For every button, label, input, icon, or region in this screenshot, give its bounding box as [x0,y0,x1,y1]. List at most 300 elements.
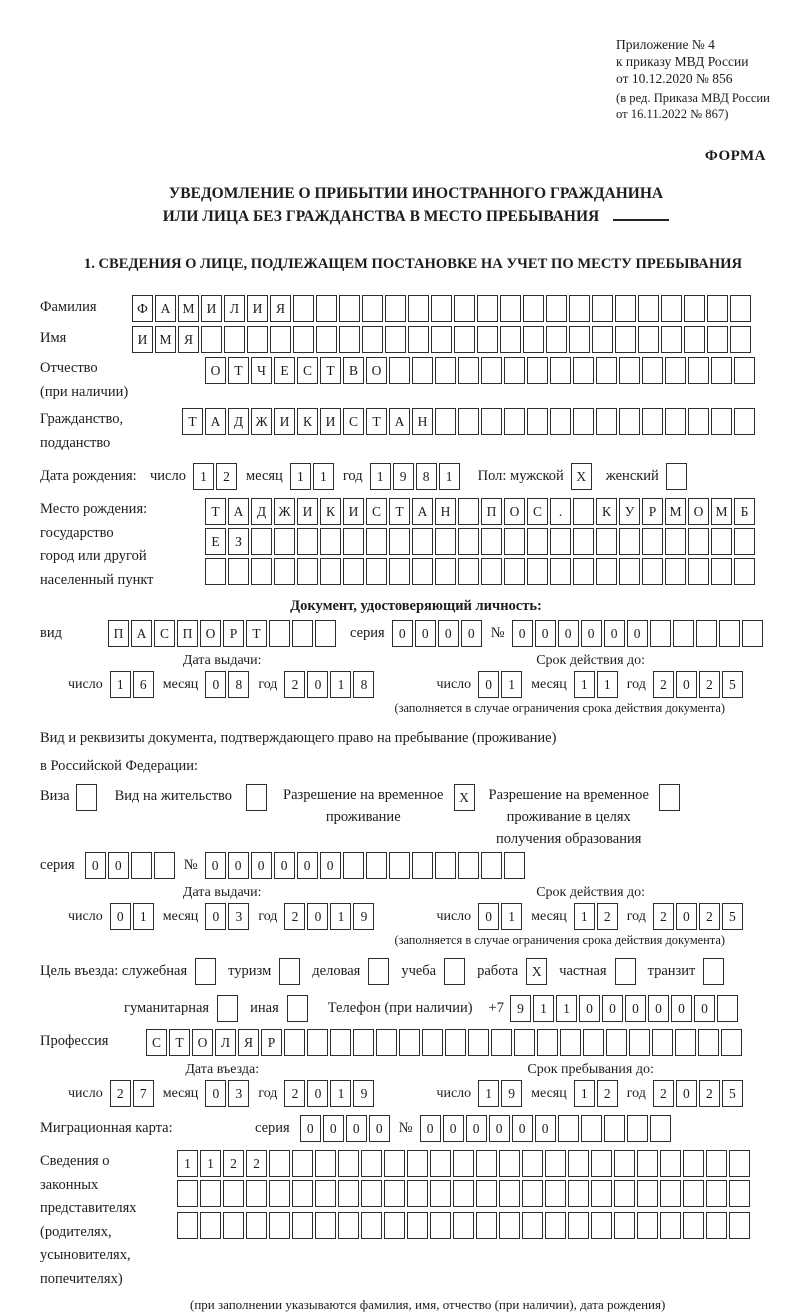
char-cell[interactable] [568,1180,589,1207]
char-cell[interactable] [454,295,475,322]
char-cell[interactable] [481,408,502,435]
char-cell[interactable] [573,528,594,555]
char-cell[interactable] [316,326,337,353]
char-cell[interactable]: 0 [535,620,556,647]
char-cell[interactable]: 0 [274,852,295,879]
char-cell[interactable] [660,1150,681,1177]
char-cell[interactable] [721,1029,742,1056]
char-cell[interactable] [499,1180,520,1207]
char-cell[interactable] [458,528,479,555]
char-cell[interactable] [292,1212,313,1239]
char-cell[interactable]: П [481,498,502,525]
char-cell[interactable]: 0 [535,1115,556,1142]
char-cell[interactable] [412,852,433,879]
char-cell[interactable] [707,326,728,353]
char-cell[interactable] [504,408,525,435]
char-cell[interactable] [384,1212,405,1239]
char-cell[interactable]: И [274,408,295,435]
char-cell[interactable] [650,1115,671,1142]
char-cell[interactable]: С [146,1029,167,1056]
char-cell[interactable] [320,558,341,585]
char-cell[interactable] [550,408,571,435]
char-cell[interactable]: 0 [323,1115,344,1142]
char-cell[interactable] [537,1029,558,1056]
char-cell[interactable]: 1 [330,903,351,930]
char-cell[interactable] [596,357,617,384]
char-cell[interactable]: 2 [699,1080,720,1107]
char-cell[interactable]: Б [734,498,755,525]
char-cell[interactable]: К [596,498,617,525]
char-cell[interactable]: 2 [699,671,720,698]
char-cell[interactable] [729,1180,750,1207]
char-cell[interactable] [642,558,663,585]
char-cell[interactable]: 1 [177,1150,198,1177]
char-cell[interactable] [546,295,567,322]
char-cell[interactable]: 2 [284,671,305,698]
char-cell[interactable] [177,1212,198,1239]
char-cell[interactable] [661,326,682,353]
char-cell[interactable]: О [688,498,709,525]
char-cell[interactable]: Т [366,408,387,435]
char-cell[interactable]: 0 [581,620,602,647]
char-cell[interactable] [458,558,479,585]
char-cell[interactable]: Т [389,498,410,525]
char-cell[interactable]: 2 [284,1080,305,1107]
char-cell[interactable]: 5 [722,1080,743,1107]
char-cell[interactable] [742,620,763,647]
char-cell[interactable]: Т [246,620,267,647]
char-cell[interactable] [389,357,410,384]
char-cell[interactable] [384,1180,405,1207]
char-cell[interactable] [366,528,387,555]
char-cell[interactable] [665,408,686,435]
char-cell[interactable] [711,558,732,585]
char-cell[interactable]: 0 [676,903,697,930]
char-cell[interactable] [614,1180,635,1207]
char-cell[interactable]: 3 [228,1080,249,1107]
char-cell[interactable]: А [205,408,226,435]
char-cell[interactable]: 0 [478,903,499,930]
char-cell[interactable]: 2 [597,1080,618,1107]
char-cell[interactable]: 0 [205,903,226,930]
char-cell[interactable] [315,1212,336,1239]
char-cell[interactable] [730,295,751,322]
char-cell[interactable] [583,1029,604,1056]
char-cell[interactable]: М [711,498,732,525]
char-cell[interactable] [422,1029,443,1056]
char-cell[interactable]: 0 [579,995,600,1022]
char-cell[interactable]: 1 [200,1150,221,1177]
char-cell[interactable] [315,1180,336,1207]
char-cell[interactable] [343,528,364,555]
char-cell[interactable]: 0 [443,1115,464,1142]
char-cell[interactable]: И [247,295,268,322]
char-cell[interactable] [734,357,755,384]
char-cell[interactable]: А [389,408,410,435]
char-cell[interactable] [558,1115,579,1142]
char-cell[interactable]: 1 [110,671,131,698]
char-cell[interactable] [246,1180,267,1207]
char-cell[interactable]: Т [228,357,249,384]
char-cell[interactable]: Е [274,357,295,384]
char-cell[interactable] [500,326,521,353]
char-cell[interactable] [637,1212,658,1239]
char-cell[interactable]: 1 [193,463,214,490]
char-cell[interactable] [458,408,479,435]
char-cell[interactable]: Я [178,326,199,353]
char-cell[interactable]: 0 [627,620,648,647]
char-cell[interactable] [729,1212,750,1239]
char-cell[interactable] [706,1150,727,1177]
char-cell[interactable] [412,558,433,585]
char-cell[interactable] [568,1212,589,1239]
char-cell[interactable] [343,558,364,585]
char-cell[interactable]: Т [169,1029,190,1056]
char-cell[interactable] [568,1150,589,1177]
char-cell[interactable] [435,357,456,384]
char-cell[interactable] [246,784,267,811]
char-cell[interactable] [684,295,705,322]
char-cell[interactable] [223,1180,244,1207]
char-cell[interactable] [315,1150,336,1177]
char-cell[interactable]: 9 [510,995,531,1022]
char-cell[interactable]: И [132,326,153,353]
char-cell[interactable]: 0 [558,620,579,647]
char-cell[interactable]: 1 [597,671,618,698]
char-cell[interactable] [627,1115,648,1142]
char-cell[interactable]: 0 [602,995,623,1022]
char-cell[interactable] [698,1029,719,1056]
char-cell[interactable] [591,1180,612,1207]
char-cell[interactable] [703,958,724,985]
char-cell[interactable] [251,528,272,555]
char-cell[interactable] [430,1150,451,1177]
char-cell[interactable]: Д [228,408,249,435]
char-cell[interactable] [476,1180,497,1207]
char-cell[interactable] [637,1180,658,1207]
char-cell[interactable] [666,463,687,490]
char-cell[interactable]: 2 [699,903,720,930]
char-cell[interactable] [435,558,456,585]
char-cell[interactable] [527,408,548,435]
char-cell[interactable]: 2 [597,903,618,930]
char-cell[interactable] [217,995,238,1022]
char-cell[interactable] [407,1212,428,1239]
char-cell[interactable]: . [550,498,571,525]
char-cell[interactable] [665,558,686,585]
char-cell[interactable] [683,1180,704,1207]
char-cell[interactable]: Д [251,498,272,525]
char-cell[interactable] [491,1029,512,1056]
char-cell[interactable]: 1 [574,671,595,698]
char-cell[interactable]: 1 [556,995,577,1022]
char-cell[interactable] [476,1212,497,1239]
char-cell[interactable]: 0 [415,620,436,647]
char-cell[interactable] [284,1029,305,1056]
char-cell[interactable] [269,1180,290,1207]
char-cell[interactable] [412,528,433,555]
char-cell[interactable] [407,1180,428,1207]
char-cell[interactable]: 0 [604,620,625,647]
char-cell[interactable]: О [205,357,226,384]
char-cell[interactable] [389,528,410,555]
char-cell[interactable] [591,1150,612,1177]
char-cell[interactable] [596,528,617,555]
char-cell[interactable] [688,408,709,435]
char-cell[interactable]: 0 [297,852,318,879]
char-cell[interactable] [660,1212,681,1239]
char-cell[interactable] [389,852,410,879]
char-cell[interactable]: О [366,357,387,384]
char-cell[interactable] [504,558,525,585]
char-cell[interactable]: Р [261,1029,282,1056]
char-cell[interactable]: Ж [251,408,272,435]
char-cell[interactable]: С [343,408,364,435]
char-cell[interactable]: 8 [353,671,374,698]
char-cell[interactable] [523,295,544,322]
char-cell[interactable] [550,357,571,384]
char-cell[interactable] [366,558,387,585]
char-cell[interactable]: П [108,620,129,647]
char-cell[interactable] [659,784,680,811]
char-cell[interactable] [573,498,594,525]
char-cell[interactable] [435,408,456,435]
char-cell[interactable] [224,326,245,353]
char-cell[interactable]: 1 [330,1080,351,1107]
char-cell[interactable] [606,1029,627,1056]
char-cell[interactable] [431,326,452,353]
char-cell[interactable]: 0 [648,995,669,1022]
char-cell[interactable]: 2 [653,1080,674,1107]
char-cell[interactable]: И [320,408,341,435]
char-cell[interactable] [315,620,336,647]
char-cell[interactable] [604,1115,625,1142]
char-cell[interactable] [615,326,636,353]
char-cell[interactable] [297,558,318,585]
char-cell[interactable] [407,1150,428,1177]
char-cell[interactable]: З [228,528,249,555]
char-cell[interactable] [629,1029,650,1056]
char-cell[interactable]: О [200,620,221,647]
char-cell[interactable] [274,558,295,585]
char-cell[interactable] [195,958,216,985]
char-cell[interactable] [399,1029,420,1056]
char-cell[interactable]: 1 [439,463,460,490]
char-cell[interactable]: 9 [353,903,374,930]
char-cell[interactable] [292,620,313,647]
char-cell[interactable]: 7 [133,1080,154,1107]
char-cell[interactable] [522,1180,543,1207]
char-cell[interactable] [665,528,686,555]
char-cell[interactable]: А [155,295,176,322]
char-cell[interactable] [615,295,636,322]
char-cell[interactable]: Е [205,528,226,555]
char-cell[interactable] [546,326,567,353]
char-cell[interactable] [596,408,617,435]
char-cell[interactable]: 0 [307,671,328,698]
char-cell[interactable] [619,558,640,585]
char-cell[interactable] [638,295,659,322]
char-cell[interactable]: X [454,784,475,811]
char-cell[interactable]: 0 [346,1115,367,1142]
char-cell[interactable] [661,295,682,322]
char-cell[interactable]: 0 [438,620,459,647]
char-cell[interactable]: 8 [228,671,249,698]
char-cell[interactable] [274,528,295,555]
char-cell[interactable] [338,1180,359,1207]
char-cell[interactable]: 2 [110,1080,131,1107]
char-cell[interactable] [223,1212,244,1239]
char-cell[interactable]: Я [238,1029,259,1056]
char-cell[interactable] [269,1212,290,1239]
char-cell[interactable] [247,326,268,353]
char-cell[interactable] [385,295,406,322]
char-cell[interactable] [650,620,671,647]
char-cell[interactable]: 0 [110,903,131,930]
char-cell[interactable] [292,1180,313,1207]
char-cell[interactable] [435,852,456,879]
char-cell[interactable] [688,357,709,384]
char-cell[interactable] [734,558,755,585]
char-cell[interactable] [454,326,475,353]
char-cell[interactable] [527,357,548,384]
char-cell[interactable] [269,620,290,647]
char-cell[interactable] [320,528,341,555]
char-cell[interactable]: М [665,498,686,525]
char-cell[interactable]: X [571,463,592,490]
char-cell[interactable]: 2 [246,1150,267,1177]
char-cell[interactable] [637,1150,658,1177]
char-cell[interactable] [592,326,613,353]
char-cell[interactable] [453,1150,474,1177]
char-cell[interactable]: 1 [574,903,595,930]
char-cell[interactable]: С [527,498,548,525]
char-cell[interactable]: 1 [133,903,154,930]
char-cell[interactable] [619,357,640,384]
char-cell[interactable] [729,1150,750,1177]
char-cell[interactable] [131,852,152,879]
char-cell[interactable] [408,326,429,353]
char-cell[interactable]: 0 [676,1080,697,1107]
char-cell[interactable] [476,1150,497,1177]
char-cell[interactable] [362,295,383,322]
char-cell[interactable] [642,528,663,555]
char-cell[interactable]: 1 [533,995,554,1022]
char-cell[interactable]: А [412,498,433,525]
char-cell[interactable] [361,1180,382,1207]
char-cell[interactable] [545,1180,566,1207]
char-cell[interactable]: 0 [320,852,341,879]
char-cell[interactable] [481,852,502,879]
char-cell[interactable]: X [526,958,547,985]
char-cell[interactable] [481,357,502,384]
char-cell[interactable]: 9 [501,1080,522,1107]
char-cell[interactable]: И [201,295,222,322]
char-cell[interactable] [468,1029,489,1056]
char-cell[interactable] [339,326,360,353]
char-cell[interactable]: А [228,498,249,525]
char-cell[interactable] [279,958,300,985]
char-cell[interactable] [504,852,525,879]
char-cell[interactable] [154,852,175,879]
char-cell[interactable]: О [192,1029,213,1056]
char-cell[interactable] [522,1212,543,1239]
char-cell[interactable] [500,295,521,322]
char-cell[interactable]: 2 [284,903,305,930]
char-cell[interactable] [514,1029,535,1056]
char-cell[interactable] [435,528,456,555]
char-cell[interactable]: И [297,498,318,525]
char-cell[interactable]: 0 [205,852,226,879]
char-cell[interactable]: Ч [251,357,272,384]
char-cell[interactable]: 0 [512,620,533,647]
char-cell[interactable] [675,1029,696,1056]
char-cell[interactable] [384,1150,405,1177]
char-cell[interactable]: 3 [228,903,249,930]
char-cell[interactable]: 0 [489,1115,510,1142]
char-cell[interactable]: 1 [574,1080,595,1107]
char-cell[interactable] [343,852,364,879]
char-cell[interactable] [412,357,433,384]
char-cell[interactable]: 2 [223,1150,244,1177]
char-cell[interactable] [430,1180,451,1207]
char-cell[interactable] [730,326,751,353]
char-cell[interactable] [293,326,314,353]
char-cell[interactable] [673,620,694,647]
char-cell[interactable] [339,295,360,322]
char-cell[interactable]: С [366,498,387,525]
char-cell[interactable] [504,528,525,555]
char-cell[interactable]: Т [182,408,203,435]
char-cell[interactable]: С [154,620,175,647]
char-cell[interactable]: П [177,620,198,647]
char-cell[interactable] [228,558,249,585]
char-cell[interactable] [638,326,659,353]
char-cell[interactable]: Л [215,1029,236,1056]
char-cell[interactable] [361,1150,382,1177]
char-cell[interactable]: Я [270,295,291,322]
char-cell[interactable] [376,1029,397,1056]
char-cell[interactable] [527,528,548,555]
char-cell[interactable] [560,1029,581,1056]
char-cell[interactable]: Т [320,357,341,384]
char-cell[interactable] [200,1212,221,1239]
char-cell[interactable]: У [619,498,640,525]
char-cell[interactable] [251,558,272,585]
char-cell[interactable] [550,528,571,555]
char-cell[interactable] [734,528,755,555]
char-cell[interactable] [591,1212,612,1239]
char-cell[interactable]: Ф [132,295,153,322]
char-cell[interactable] [642,408,663,435]
char-cell[interactable] [660,1180,681,1207]
char-cell[interactable]: Н [435,498,456,525]
char-cell[interactable] [569,295,590,322]
char-cell[interactable]: 0 [205,1080,226,1107]
char-cell[interactable]: О [504,498,525,525]
char-cell[interactable] [734,408,755,435]
char-cell[interactable]: Ж [274,498,295,525]
char-cell[interactable] [522,1150,543,1177]
char-cell[interactable] [717,995,738,1022]
char-cell[interactable]: 0 [676,671,697,698]
char-cell[interactable] [76,784,97,811]
char-cell[interactable] [385,326,406,353]
char-cell[interactable] [453,1180,474,1207]
char-cell[interactable]: Р [223,620,244,647]
char-cell[interactable] [287,995,308,1022]
char-cell[interactable] [477,326,498,353]
